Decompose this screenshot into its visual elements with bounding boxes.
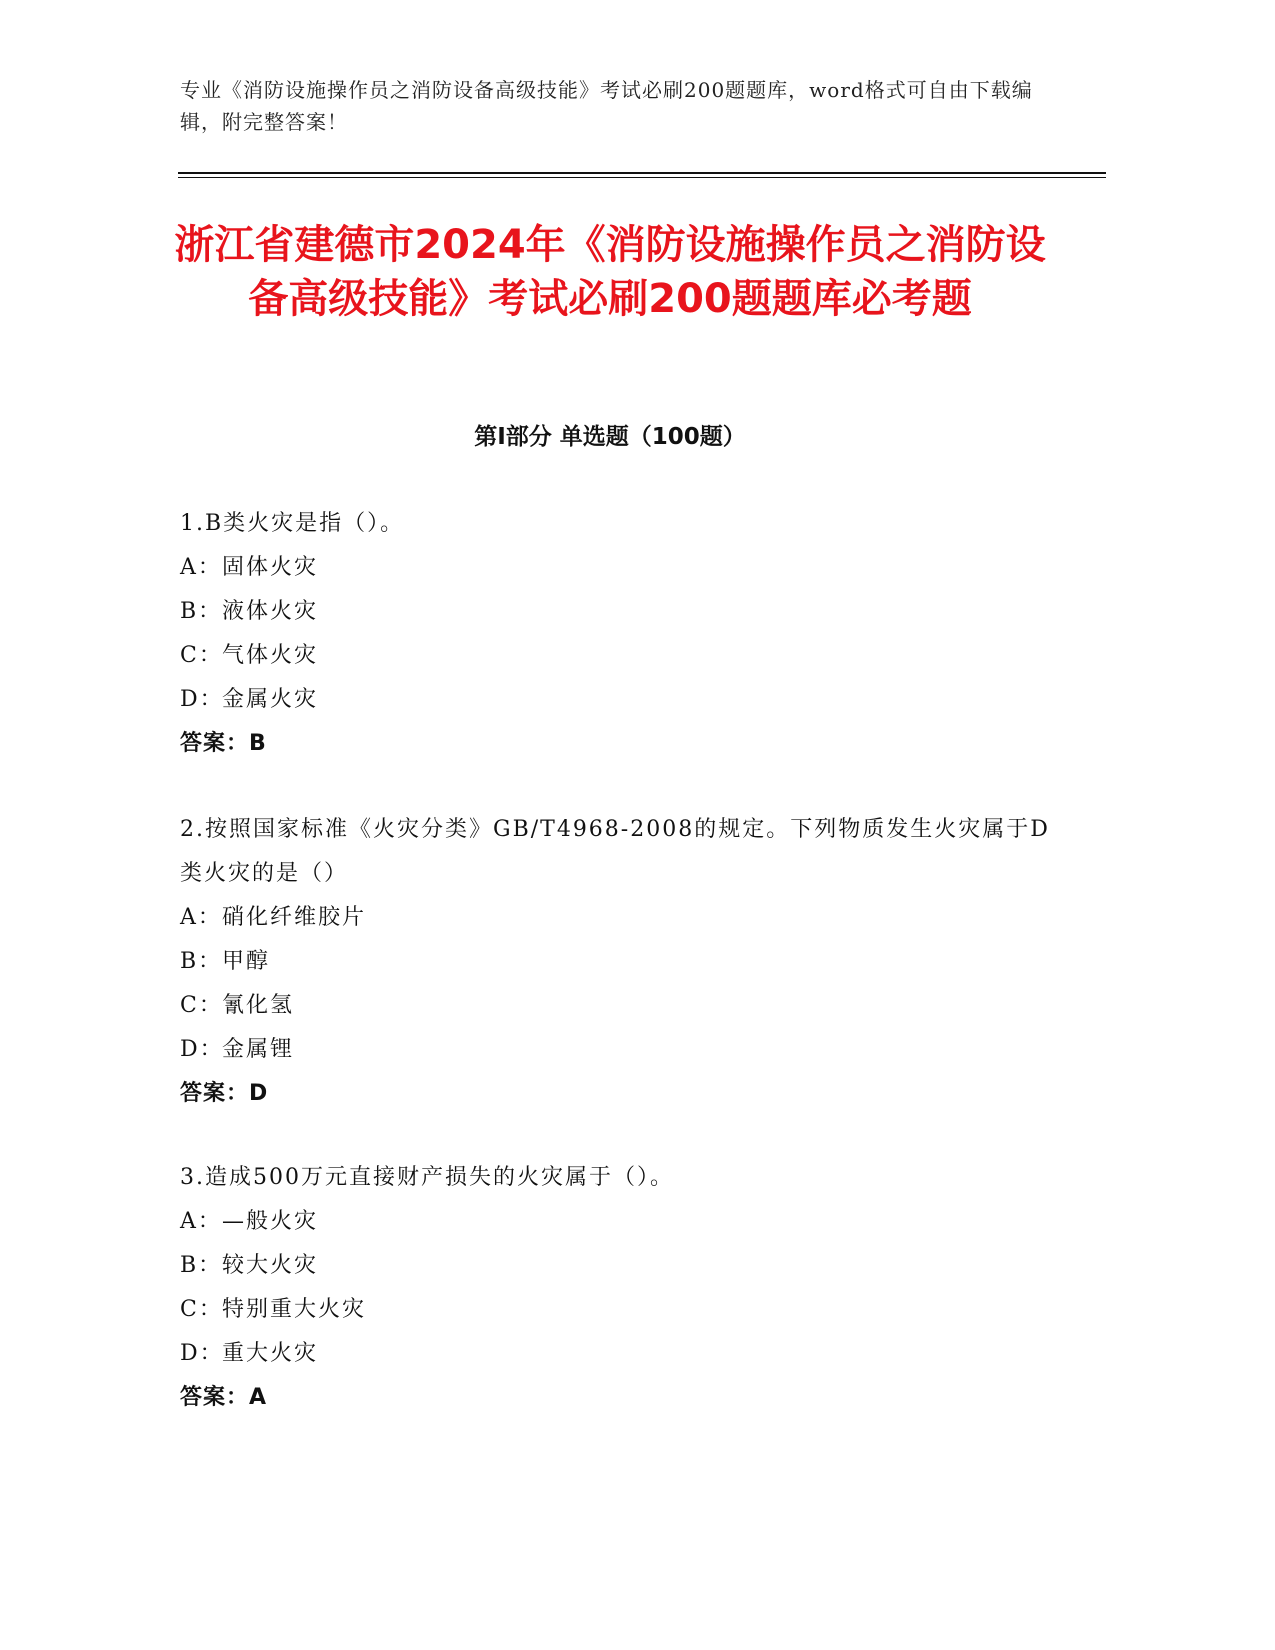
option-c	[180, 1288, 1050, 1332]
option-c	[180, 634, 1050, 678]
option-text: 氰化氢	[222, 993, 295, 1018]
option-letter: C：	[180, 1297, 223, 1322]
option-letter: D：	[180, 687, 224, 712]
option-letter: D：	[180, 1341, 224, 1366]
option-a	[180, 546, 1050, 590]
option-b	[180, 590, 1050, 634]
option-b	[180, 940, 1050, 984]
option-letter: A：	[180, 1209, 222, 1234]
question-stem: 3.造成500万元直接财产损失的火灾属于（）。	[180, 1165, 674, 1190]
option-d	[180, 1028, 1050, 1072]
document-title: 浙江省建德市2024年《消防设施操作员之消防设备高级技能》考试必刷200题题库必考题	[174, 222, 1046, 322]
question-3	[180, 1156, 1050, 1420]
option-text: 重大火灾	[222, 1341, 319, 1366]
question-stem: 1.B类火灾是指（）。	[180, 511, 405, 536]
option-d	[180, 678, 1050, 722]
option-text: 金属火灾	[222, 687, 319, 712]
option-c	[180, 984, 1050, 1028]
option-text: 较大火灾	[222, 1253, 319, 1278]
question-2	[180, 808, 1050, 1116]
option-text: 液体火灾	[222, 599, 319, 624]
option-letter: C：	[180, 993, 223, 1018]
question-1	[180, 502, 1050, 766]
option-text: 甲醇	[222, 949, 271, 974]
header-divider-thick	[178, 172, 1106, 174]
option-d	[180, 1332, 1050, 1376]
header-divider-thin	[178, 177, 1106, 178]
option-letter: B：	[180, 949, 223, 974]
option-text: 气体火灾	[222, 643, 319, 668]
option-text: 固体火灾	[222, 555, 319, 580]
option-letter: A：	[180, 905, 222, 930]
answer-line: 答案：B	[180, 731, 267, 756]
option-text: 硝化纤维胶片	[222, 905, 367, 930]
header-note: 专业《消防设施操作员之消防设备高级技能》考试必刷200题题库，word格式可自由下载编辑，附完整答案！	[180, 78, 1033, 134]
section-heading: 第Ⅰ部分 单选题（100题）	[474, 424, 746, 450]
option-text: 金属锂	[222, 1037, 295, 1062]
option-letter: D：	[180, 1037, 224, 1062]
question-stem: 2.按照国家标准《火灾分类》GB/T4968-2008的规定。下列物质发生火灾属于D类火灾的是（）	[180, 817, 1050, 886]
option-letter: C：	[180, 643, 223, 668]
option-a	[180, 1200, 1050, 1244]
option-text: —般火灾	[222, 1209, 319, 1234]
option-letter: A：	[180, 555, 222, 580]
option-b	[180, 1244, 1050, 1288]
option-letter: B：	[180, 599, 223, 624]
option-a	[180, 896, 1050, 940]
option-text: 特别重大火灾	[222, 1297, 367, 1322]
answer-line: 答案：D	[180, 1081, 269, 1106]
answer-line: 答案：A	[180, 1385, 268, 1410]
option-letter: B：	[180, 1253, 223, 1278]
